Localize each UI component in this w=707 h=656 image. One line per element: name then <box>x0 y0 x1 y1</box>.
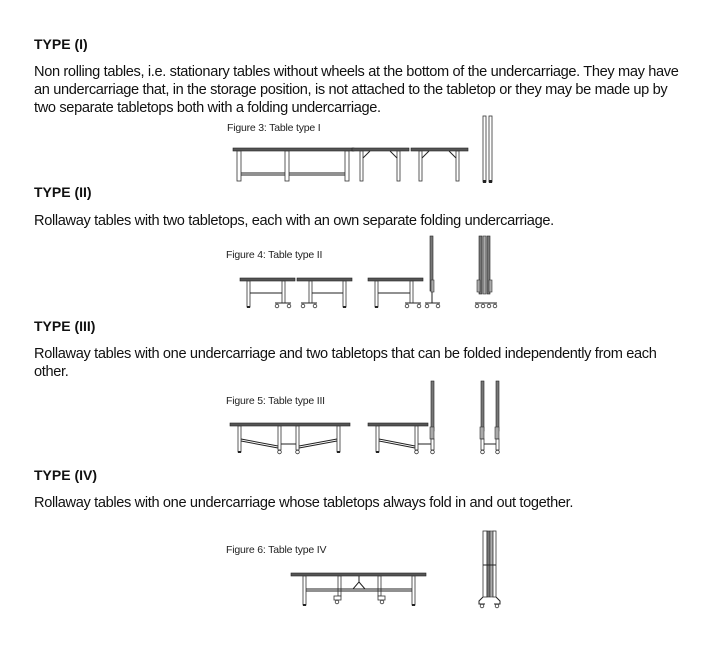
figure-5-drawing <box>225 375 505 460</box>
paragraph-type-iv: Rollaway tables with one undercarriage whose tabletops always fold in and out together. <box>34 495 574 511</box>
figure-4-drawing <box>225 230 505 315</box>
table-type-iii-half-folded <box>368 381 434 454</box>
figure-6-drawing <box>225 525 505 615</box>
heading-type-iii: TYPE (III) <box>34 318 96 334</box>
table-type-iv-unfolded <box>291 573 426 606</box>
table-type-iii-folded <box>480 381 499 454</box>
table-type-iv-folded <box>479 531 500 608</box>
figure-3-caption: Figure 3: Table type I <box>227 122 321 134</box>
table-type-ii-right <box>297 278 352 308</box>
table-type-i-unfolded <box>233 148 354 181</box>
heading-type-iv: TYPE (IV) <box>34 467 98 483</box>
paragraph-type-i: Non rolling tables, i.e. stationary tables without wheels at the bottom of the undercarriage. They may have an undercarriage that, in the storage position, is not attached to the tabletop or they may be made up by two separate tabletops both with a folding undercarriage. <box>34 64 679 116</box>
paragraph-type-ii: Rollaway tables with two tabletops, each with an own separate folding undercarriage. <box>34 213 554 229</box>
heading-type-ii: TYPE (II) <box>34 184 92 200</box>
heading-type-i: TYPE (I) <box>34 36 88 52</box>
figure-6-caption: Figure 6: Table type IV <box>226 544 327 556</box>
table-type-ii-folded <box>475 236 497 308</box>
table-type-i-split-right <box>411 148 468 181</box>
figure-5-caption: Figure 5: Table type III <box>226 395 325 407</box>
table-type-ii-left <box>240 278 295 308</box>
table-type-ii-half-folded <box>368 236 440 308</box>
table-type-i-split-left <box>352 148 409 181</box>
table-type-i-folded <box>483 116 492 183</box>
figure-4-caption: Figure 4: Table type II <box>226 249 323 261</box>
figure-3-drawing <box>225 110 505 190</box>
paragraph-type-iii: Rollaway tables with one undercarriage and two tabletops that can be folded independently from each other. <box>34 346 657 380</box>
table-type-iii-unfolded <box>230 423 350 454</box>
